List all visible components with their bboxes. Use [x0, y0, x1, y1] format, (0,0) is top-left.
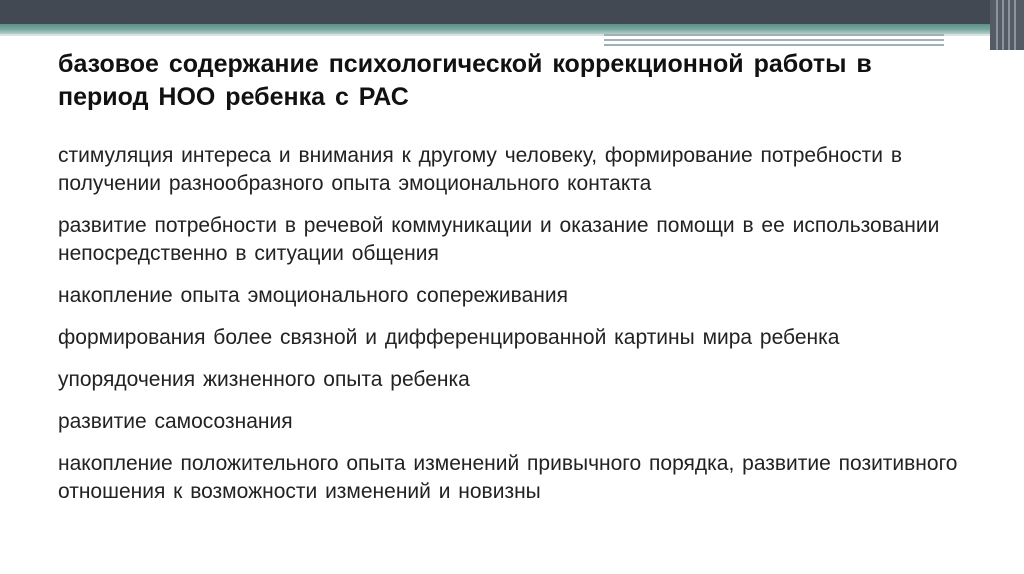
list-item: формирования более связной и дифференцированной картины мира ребенка: [58, 326, 840, 349]
corner-bar: [1008, 0, 1010, 50]
stripe: [604, 39, 944, 41]
stripe: [604, 34, 944, 36]
list-item: стимуляция интереса и внимания к другому человеку, формирование потребности в получении разнообразного опыта эмоционального контакта: [58, 144, 902, 195]
corner-decoration: [990, 0, 1024, 50]
header-accent-line: [0, 24, 1024, 34]
corner-bar: [1014, 0, 1016, 50]
list-item: развитие самосознания: [58, 410, 293, 433]
list-item: накопление положительного опыта изменений привычного порядка, развитие позитивного отношения к возможности изменений и новизны: [58, 452, 958, 503]
list-item: упорядочения жизненного опыта ребенка: [58, 368, 470, 391]
decorative-stripes: [604, 34, 944, 46]
stripe: [604, 44, 944, 46]
corner-bar: [996, 0, 998, 50]
corner-bar: [1002, 0, 1004, 50]
list-item: развитие потребности в речевой коммуникации и оказание помощи в ее использовании непосредственно в ситуации общения: [58, 214, 940, 265]
slide-title: базовое содержание психологической коррекционной работы в период НОО ребенка с РАС: [58, 50, 872, 111]
header-bar: [0, 0, 1024, 24]
content-list: [58, 142, 958, 520]
list-item: накопление опыта эмоционального сопереживания: [58, 284, 568, 307]
